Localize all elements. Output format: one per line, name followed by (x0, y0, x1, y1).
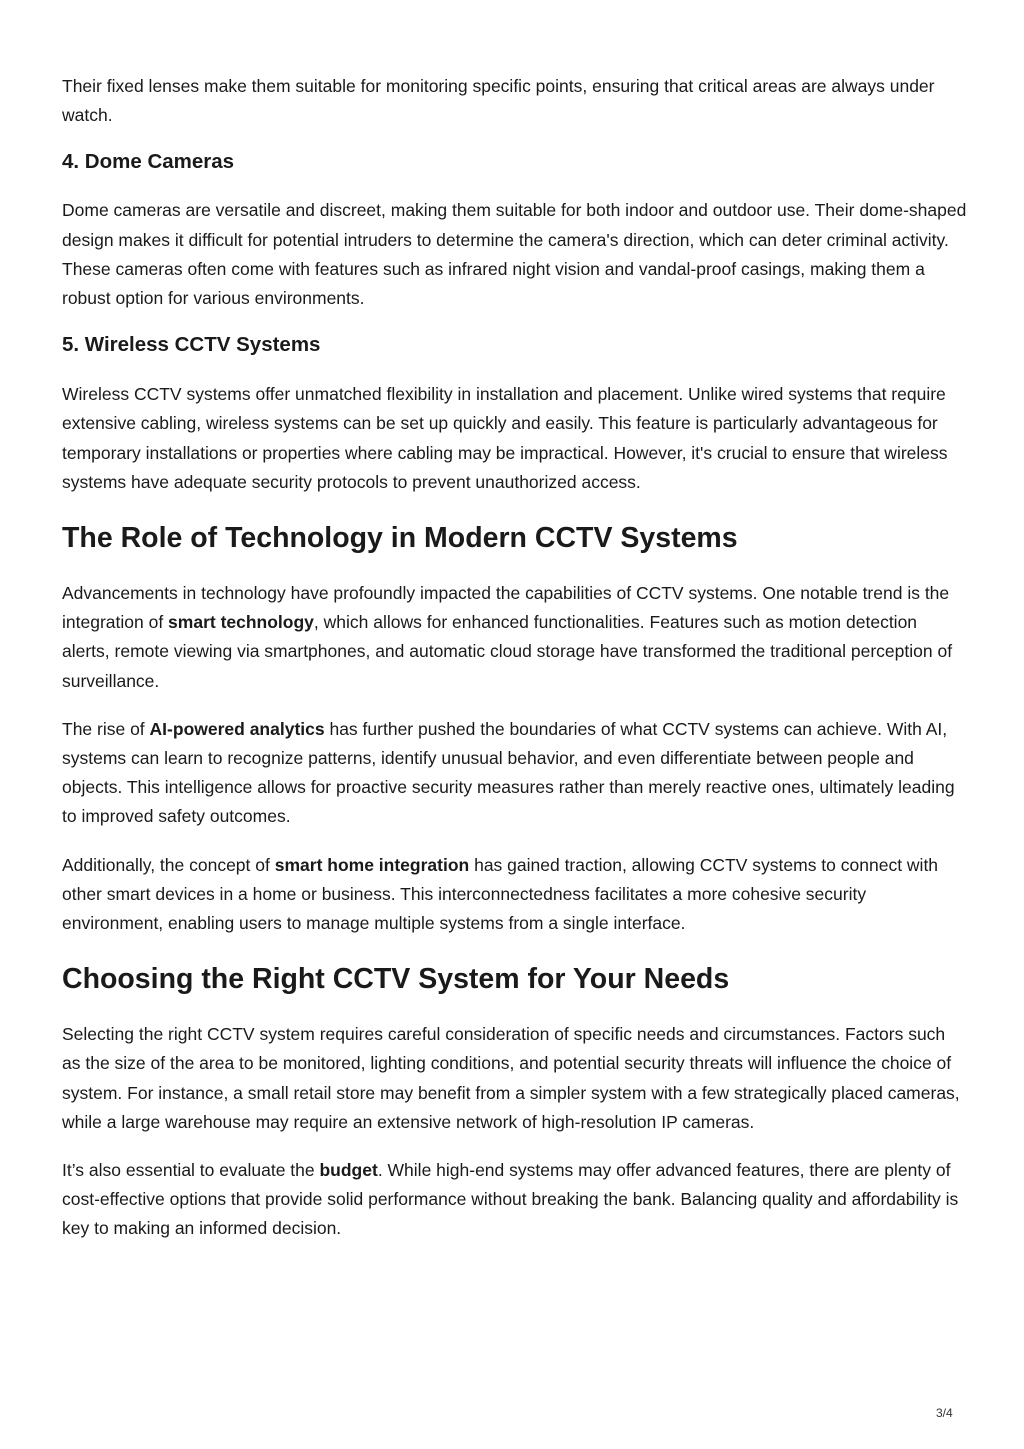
bold-smart-technology: smart technology (168, 612, 314, 633)
bold-ai-powered-analytics: AI-powered analytics (149, 718, 325, 739)
text-segment: Advancements in technology have profoundly impacted the capabilities of CCTV systems. One notable trend is the integration of (62, 583, 950, 633)
text-segment: The rise of (62, 718, 150, 739)
paragraph-smart-technology (62, 579, 967, 696)
document-page (62, 72, 967, 1244)
heading-wireless-cctv: 5. Wireless CCTV Systems (62, 333, 321, 357)
paragraph-smart-home (62, 851, 967, 939)
text-segment: has further pushed the boundaries of what CCTV systems can achieve. With AI, systems can learn to recognize patterns, identify unusual behavior, and even differentiate between people and objects. This intelligence allows for proactive security measures rather than merely reactive ones, ultimately leading to improved safety outcomes. (62, 718, 955, 827)
heading-dome-cameras: 4. Dome Cameras (62, 150, 235, 174)
paragraph-wireless-cctv: Wireless CCTV systems offer unmatched flexibility in installation and placement. Unlike wired systems that require extensive cabling, wireless systems can be set up quickly and easily. This feature is particularly advantageous for temporary installations or properties where cabling may be impractical. However, it's crucial to ensure that wireless systems have adequate security protocols to prevent unauthorized access. (62, 384, 948, 492)
paragraph-ai-analytics (62, 715, 967, 832)
paragraph-selecting-system: Selecting the right CCTV system requires careful consideration of specific needs and circumstances. Factors such as the size of the area to be monitored, lighting conditions, and potential security threats will influence the choice of system. For instance, a small retail store may benefit from a simpler system with a few strategically placed cameras, while a large warehouse may require an extensive network of high-resolution IP cameras. (62, 1024, 960, 1132)
heading-choosing-cctv: Choosing the Right CCTV System for Your Needs (62, 963, 730, 996)
paragraph-budget (62, 1156, 967, 1244)
text-segment: It’s also essential to evaluate the (62, 1160, 320, 1181)
bold-smart-home-integration: smart home integration (274, 854, 470, 875)
text-segment: , which allows for enhanced functionalities. Features such as motion detection alerts, remote viewing via smartphones, and automatic cloud storage have transformed the traditional perception of surveillance. (62, 612, 953, 691)
paragraph-dome-cameras: Dome cameras are versatile and discreet, making them suitable for both indoor and outdoor use. Their dome-shaped design makes it difficult for potential intruders to determine the camera's direction, which can deter criminal activity. These cameras often come with features such as infrared night vision and vandal-proof casings, making them a robust option for various environments. (62, 200, 967, 309)
paragraph-fixed-lenses: Their fixed lenses make them suitable for monitoring specific points, ensuring that critical areas are always under watch. (62, 76, 935, 126)
bold-budget: budget (319, 1160, 378, 1181)
page-number: 3/4 (936, 1406, 953, 1420)
text-segment: . While high-end systems may offer advanced features, there are plenty of cost-effective options that provide solid performance without breaking the bank. Balancing quality and affordability is key to making an informed decision. (62, 1160, 959, 1239)
heading-role-of-technology: The Role of Technology in Modern CCTV Systems (62, 522, 738, 555)
text-segment: has gained traction, allowing CCTV systems to connect with other smart devices in a home or business. This interconnectedness facilitates a more cohesive security environment, enabling users to manage multiple systems from a single interface. (62, 854, 939, 934)
text-segment: Additionally, the concept of (62, 854, 275, 875)
